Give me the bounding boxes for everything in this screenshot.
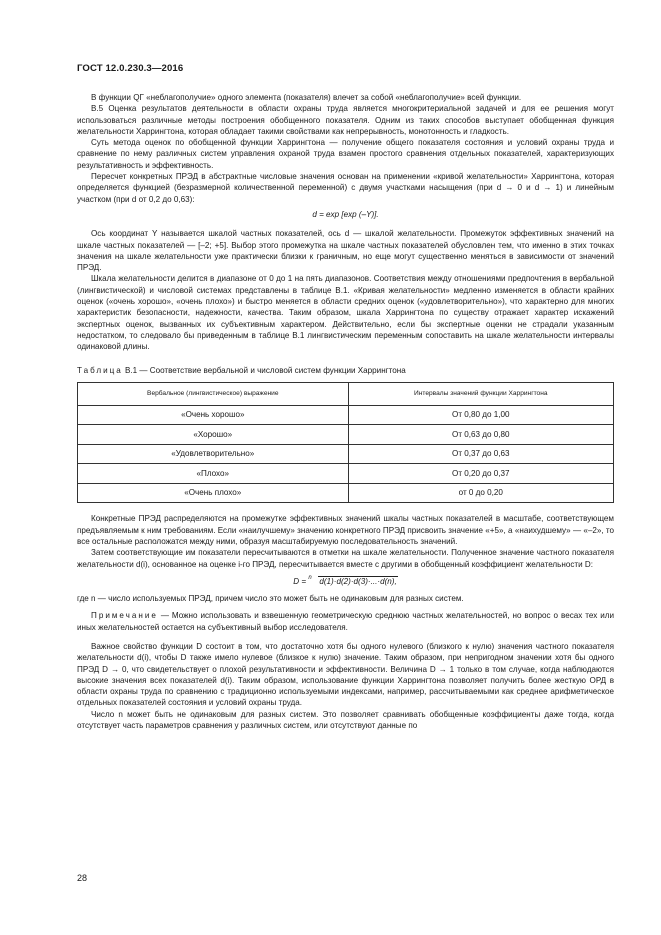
table-caption-text: В.1 — Соответствие вербальной и числовой систем функции Харрингтона — [122, 365, 406, 375]
formula-desirability: d = exp [exp (–Y)]. — [312, 209, 379, 219]
table-caption-label: Таблица — [77, 365, 123, 375]
paragraph: В функции QГ «неблагополучие» одного элемента (показателя) влечет за собой «неблагополучие» всей функции. — [91, 93, 522, 102]
table-row — [78, 483, 614, 503]
paragraph: В.5 Оценка результатов деятельности в области охраны труда является многокритериальной задачей и для ее решения могут использоваться различные методы построения обобщенного показателя. Одним из таких способов выступает обобщенная функция желательности Харрингтона, которая обладает такими свойствами как непрерывность, монотонность и гладкость. — [77, 104, 614, 136]
paragraph: Затем соответствующие им показатели пересчитываются в отметки на шкале желательности. Полученное значение частного показателя желательности d(i), основанное на оценке i-го ПРЭД, пересчитывается вместе с другими в обобщенный коэффициент желательности D: — [77, 548, 614, 569]
page-number: 28 — [77, 873, 88, 883]
note — [77, 610, 614, 633]
document-header: ГОСТ 12.0.230.3—2016 — [77, 63, 184, 74]
paragraph: Конкретные ПРЭД распределяются на промежутке эффективных значений шкалы частных показателей в масштабе, соответствующем предъявляемым к ним требованиям. Если «наилучшему» значению конкретного ПРЭД присвоить значение «+5», а «наихудшему» — «–2», то все остальные расположатся между ними, образуя масштабируемую последовательность значений. — [77, 514, 614, 546]
paragraph: Шкала желательности делится в диапазоне от 0 до 1 на пять диапазонов. Соответствия между отношениями предпочтения в вербальной (лингвистической) и числовой системах представлены в таблице В.1. «Кривая желательности» медленно изменяется в области крайних оценок («очень хорошо», «очень плохо») и быстро меняется в области средних оценок («удовлетворительно»), что характерно для многих характеристик безопасности, надежности, качества. Таким образом, шкала Харрингтона по существу отражает характер искажений экспертных оценок, вызванных их субъективным характером. Действительно, если бы экспертные оценки не страдали указанным недостатком, то следовало бы приведенным в таблице В.1 лингвистическим переменным сопоставить на шкале желательности интервалы одинаковой длины. — [77, 274, 614, 352]
paragraph: Ось координат Y называется шкалой частных показателей, ось d — шкалой желательности. Промежуток эффективных значений на шкале частных показателей — [–2; +5]. Выбор этого промежутка на шкале частных показателей обусловлен тем, что именно в этих точках значения на шкале желательности уже практически близки к граничным, но еще могут существенно меняться в зависимости от значений ПРЭД. — [77, 229, 614, 273]
table-cell: От 0,20 до 0,37 — [348, 464, 613, 484]
table-header-row — [78, 382, 614, 405]
table-cell: От 0,80 до 1,00 — [348, 405, 613, 425]
paragraph: Число n может быть не одинаковым для разных систем. Это позволяет сравнивать обобщенные коэффициенты даже тогда, когда отсутствует часть параметров сравнения у различных систем, или отсутствуют данные по — [77, 709, 614, 731]
formula-lhs: D = — [293, 576, 307, 586]
table-cell: от 0 до 0,20 — [348, 483, 613, 503]
root-index: n — [308, 574, 312, 581]
table-cell: От 0,63 до 0,80 — [348, 425, 613, 445]
table-caption — [77, 365, 614, 376]
paragraph: Важное свойство функции D состоит в том, что достаточно хотя бы одного нулевого (близкого к нулю) значения частного показателя желательности d(i), чтобы D также имело нулевое (близкое к нулю) значение. Таким образом, при непригодном значении хотя бы одного ПРЭД D → 0, что свидетельствует о плохой результативности и эффективности. Величина D → 1 только в том случае, когда наблюдаются высокие значения всех показателей d(i). Таким образом, использование функции Харрингтона позволяет получить более жесткую ОРД в области охраны труда по сравнению с традиционно используемыми индексами, например, рассчитываемыми как среднее арифметическое отдельных показателей состояния и условий охраны труда. — [77, 642, 614, 708]
table-row — [78, 425, 614, 445]
document-body — [77, 92, 614, 731]
table-row — [78, 444, 614, 464]
table-cell: От 0,37 до 0,63 — [348, 444, 613, 464]
table-cell: «Очень плохо» — [78, 483, 349, 503]
harrington-table — [77, 382, 614, 504]
table-cell: «Плохо» — [78, 464, 349, 484]
paragraph: Пересчет конкретных ПРЭД в абстрактные числовые значения основан на применении «кривой желательности» Харрингтона, которая определяется функцией (безразмерной количественной переменной) с двумя участками насыщения (при d → 0 и d → 1) и линейным участком (при d от 0,2 до 0,63): — [77, 172, 614, 204]
table-cell: «Хорошо» — [78, 425, 349, 445]
table-header-cell: Интервалы значений функции Харрингтона — [348, 382, 613, 405]
table-cell: «Удовлетворительно» — [78, 444, 349, 464]
root-radicand: d(1)·d(2)·d(3)·...·d(n), — [319, 576, 397, 586]
paragraph: где n — число используемых ПРЭД, причем число это может быть не одинаковым для разных систем. — [77, 594, 464, 604]
paragraph: Суть метода оценок по обобщенной функции Харрингтона — получение общего показателя состояния и условий охраны труда и сравнение по нему различных систем управления охраной труда взамен простого сравнения отдельных показателей, характеризующих результативность и эффективность. — [77, 138, 614, 170]
table-cell: «Очень хорошо» — [78, 405, 349, 425]
table-row — [78, 405, 614, 425]
table-row — [78, 464, 614, 484]
formula-generalized — [77, 576, 614, 587]
note-text: — Можно использовать и взвешенную геометрическую среднюю частных желательностей, но вопрос о весах тех или иных желательностей остается на субъективный выбор исследователя. — [77, 611, 614, 632]
note-label: Примечание — [91, 611, 158, 621]
nth-root — [308, 576, 397, 587]
table-header-cell: Вербальное (лингвистическое) выражение — [78, 382, 349, 405]
